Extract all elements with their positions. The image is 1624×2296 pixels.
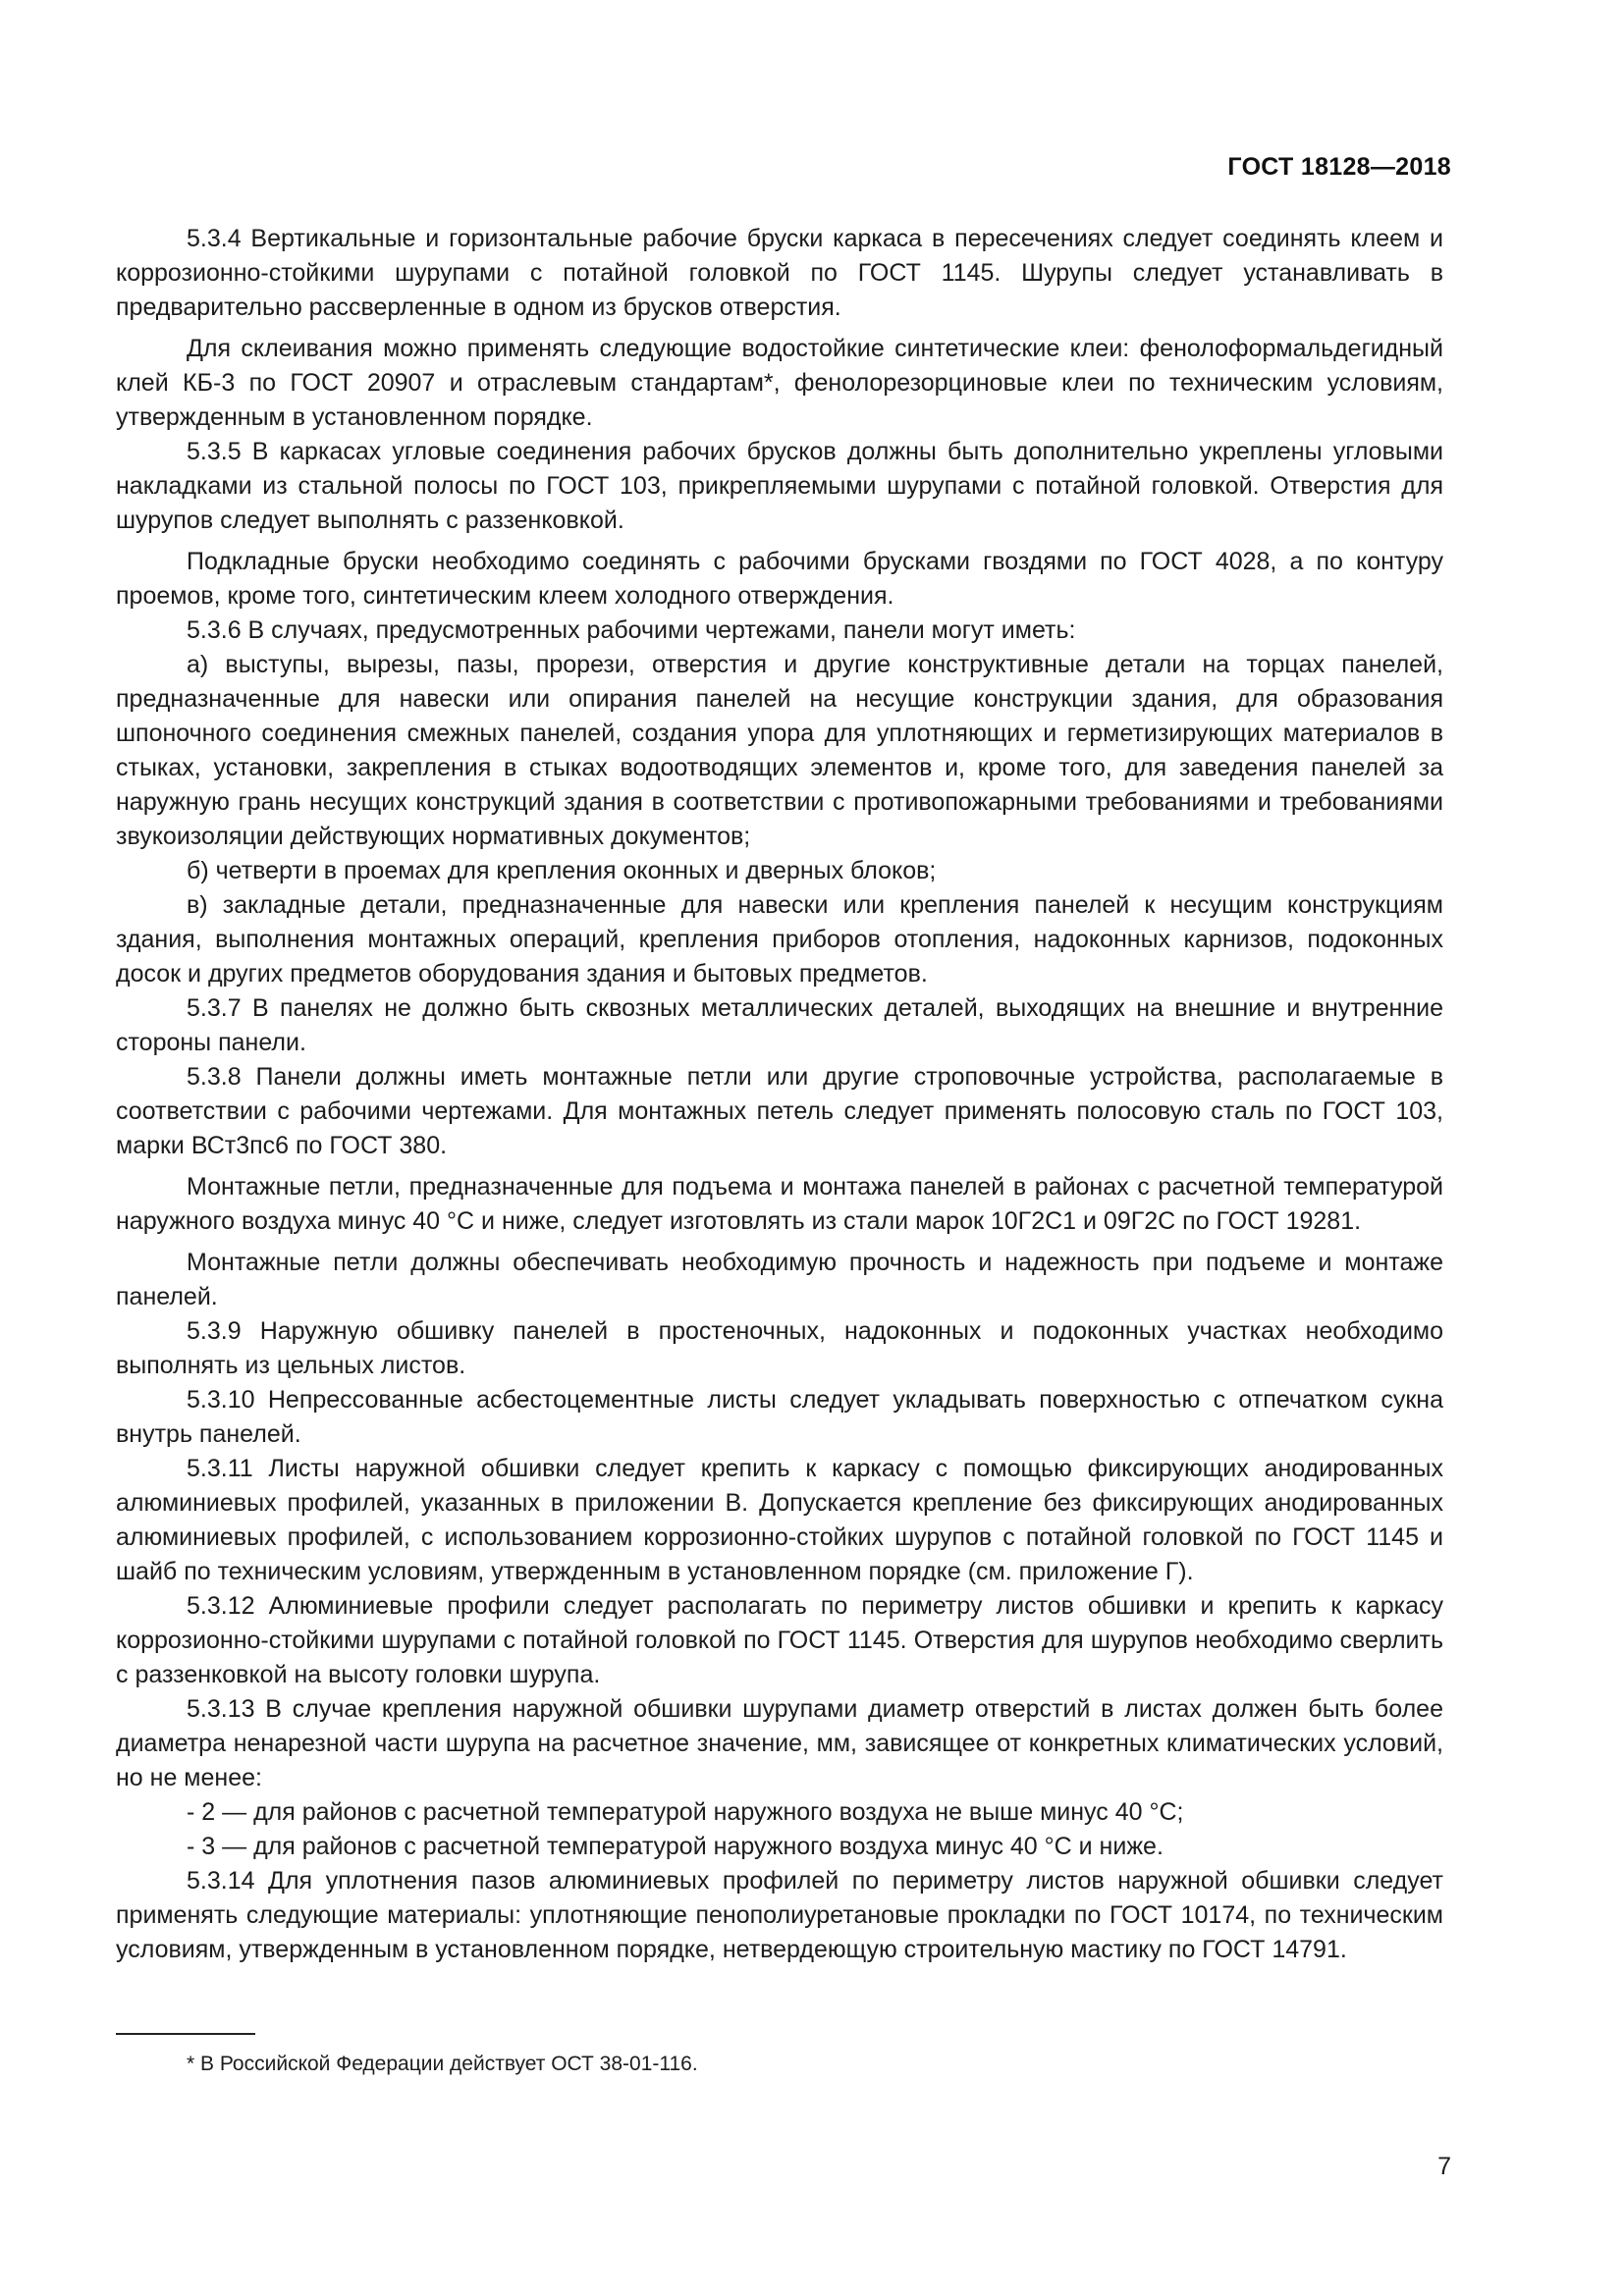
- footnote-divider: [116, 2033, 255, 2035]
- dash-item-3: - 3 — для районов с расчетной температурой наружного воздуха минус 40 °С и ниже.: [187, 1833, 1164, 1860]
- paragraph-5-3-4: 5.3.4 Вертикальные и горизонтальные рабочие бруски каркаса в пересечениях следует соединять клеем и коррозионно-стойкими шурупами с потайной головкой по ГОСТ 1145. Шурупы следует устанавливать в предварительно рассверленные в одном из брусков отверстия.: [116, 225, 1443, 321]
- footnote-text: * В Российской Федерации действует ОСТ 38-01-116.: [187, 2053, 698, 2075]
- paragraph-5-3-7: 5.3.7 В панелях не должно быть сквозных металлических деталей, выходящих на внешние и внутренние стороны панели.: [116, 994, 1443, 1056]
- paragraph-support-bars: Подкладные бруски необходимо соединять с рабочими брусками гвоздями по ГОСТ 4028, а по контуру проемов, кроме того, синтетическим клеем холодного отверждения.: [116, 548, 1443, 610]
- dash-item-2: - 2 — для районов с расчетной температурой наружного воздуха не выше минус 40 °С;: [187, 1798, 1184, 1826]
- list-item-b: б) четверти в проемах для крепления оконных и дверных блоков;: [187, 857, 937, 884]
- paragraph-5-3-5: 5.3.5 В каркасах угловые соединения рабочих брусков должны быть дополнительно укреплены угловыми накладками из стальной полосы по ГОСТ 103, прикрепляемыми шурупами с потайной головкой. Отверстия для шурупов следует выполнять с раззенковкой.: [116, 438, 1443, 534]
- list-item-v: в) закладные детали, предназначенные для навески или крепления панелей к несущим конструкциям здания, выполнения монтажных операций, крепления приборов отопления, надоконных карнизов, подоконных досок и других предметов оборудования здания и бытовых предметов.: [116, 891, 1443, 988]
- paragraph-5-3-10: 5.3.10 Непрессованные асбестоцементные листы следует укладывать поверхностью с отпечатком сукна внутрь панелей.: [116, 1386, 1443, 1448]
- paragraph-5-3-11: 5.3.11 Листы наружной обшивки следует крепить к каркасу с помощью фиксирующих анодированных алюминиевых профилей, указанных в приложении В. Допускается крепление без фиксирующих анодированных алюминиевых профилей, с использованием коррозионно-стойких шурупов с потайной головкой по ГОСТ 1145 и шайб по техническим условиям, утвержденным в установленном порядке (см. приложение Г).: [116, 1455, 1443, 1585]
- paragraph-5-3-14: 5.3.14 Для уплотнения пазов алюминиевых профилей по периметру листов наружной обшивки следует применять следующие материалы: уплотняющие пенополиуретановые прокладки по ГОСТ 10174, по техническим условиям, утвержденным в установленном порядке, нетвердеющую строительную мастику по ГОСТ 14791.: [116, 1867, 1443, 1963]
- page-number: 7: [1437, 2153, 1451, 2180]
- paragraph-5-3-8: 5.3.8 Панели должны иметь монтажные петли или другие строповочные устройства, располагаемые в соответствии с рабочими чертежами. Для монтажных петель следует применять полосовую сталь по ГОСТ 103, марки ВСт3пс6 по ГОСТ 380.: [116, 1063, 1443, 1159]
- document-header-code: ГОСТ 18128—2018: [1227, 153, 1451, 181]
- paragraph-mounting-loops-strength: Монтажные петли должны обеспечивать необходимую прочность и надежность при подъеме и монтаже панелей.: [116, 1249, 1443, 1310]
- paragraph-mounting-loops-steel: Монтажные петли, предназначенные для подъема и монтажа панелей в районах с расчетной температурой наружного воздуха минус 40 °С и ниже, следует изготовлять из стали марок 10Г2С1 и 09Г2С по ГОСТ 19281.: [116, 1173, 1443, 1235]
- paragraph-5-3-9: 5.3.9 Наружную обшивку панелей в простеночных, надоконных и подоконных участках необходимо выполнять из цельных листов.: [116, 1317, 1443, 1379]
- paragraph-5-3-6: 5.3.6 В случаях, предусмотренных рабочими чертежами, панели могут иметь:: [187, 616, 1076, 644]
- list-item-a: а) выступы, вырезы, пазы, прорези, отверстия и другие конструктивные детали на торцах панелей, предназначенные для навески или опирания панелей на несущие конструкции здания, для образования шпоночного соединения смежных панелей, создания упора для уплотняющих и герметизирующих материалов в стыках, установки, закрепления в стыках водоотводящих элементов и, кроме того, для заведения панелей за наружную грань несущих конструкций здания в соответствии с противопожарными требованиями и требованиями звукоизоляции действующих нормативных документов;: [116, 651, 1443, 850]
- paragraph-adhesives: Для склеивания можно применять следующие водостойкие синтетические клеи: фенолоформальдегидный клей КБ-3 по ГОСТ 20907 и отраслевым стандартам*, фенолорезорциновые клеи по техническим условиям, утвержденным в установленном порядке.: [116, 335, 1443, 431]
- paragraph-5-3-13: 5.3.13 В случае крепления наружной обшивки шурупами диаметр отверстий в листах должен быть более диаметра ненарезной части шурупа на расчетное значение, мм, зависящее от конкретных климатических условий, но не менее:: [116, 1695, 1443, 1791]
- document-body: [116, 222, 1443, 1967]
- paragraph-5-3-12: 5.3.12 Алюминиевые профили следует располагать по периметру листов обшивки и крепить к каркасу коррозионно-стойкими шурупами с потайной головкой по ГОСТ 1145. Отверстия для шурупов необходимо сверлить с раззенковкой на высоту головки шурупа.: [116, 1592, 1443, 1688]
